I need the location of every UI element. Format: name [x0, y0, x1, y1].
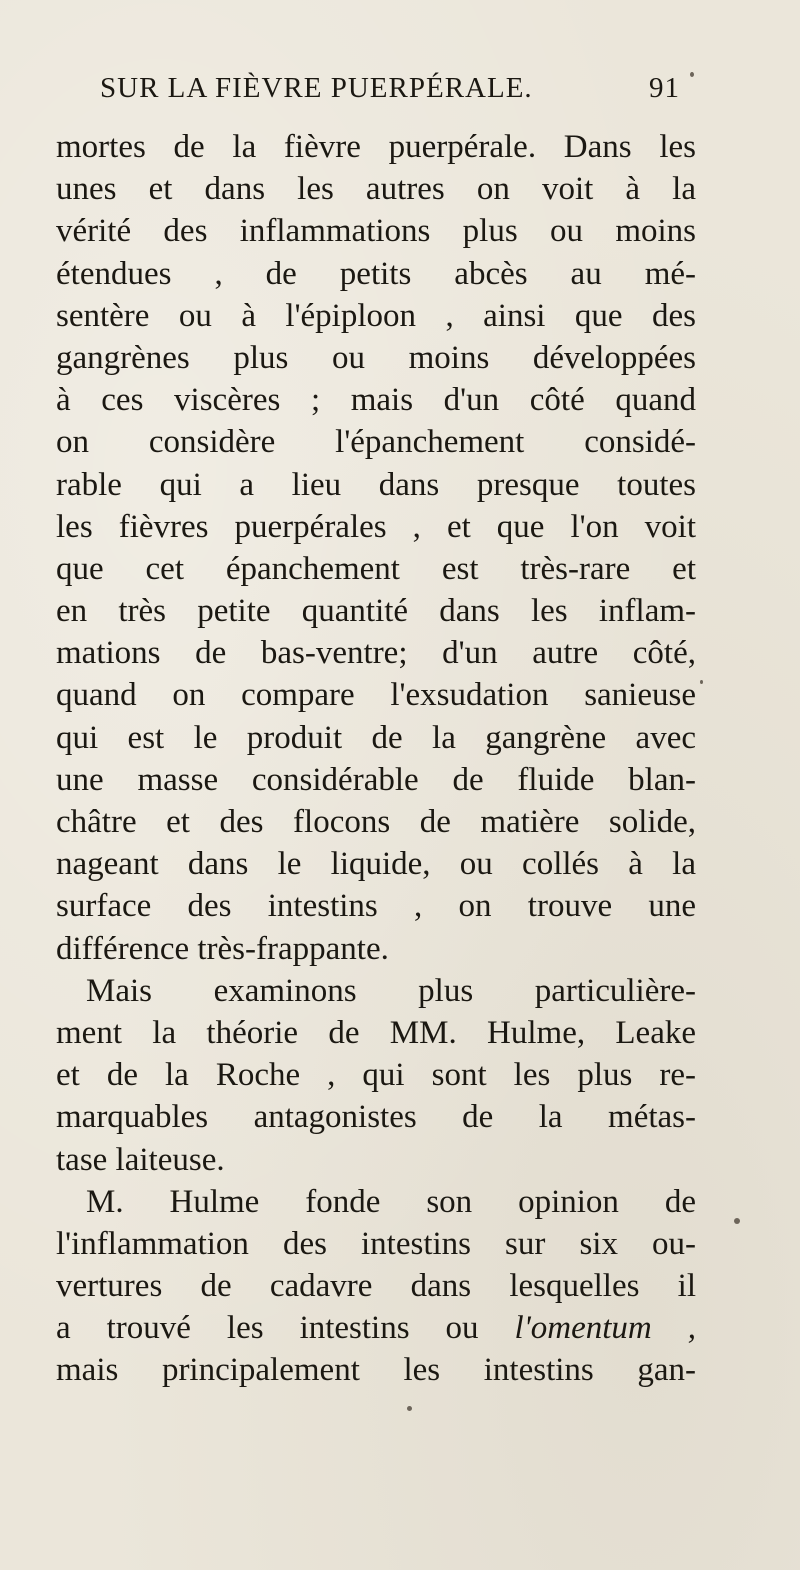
text-line: surface des intestins , on trouve une — [56, 888, 696, 925]
running-title: SUR LA FIÈVRE PUERPÉRALE. — [100, 72, 533, 104]
paragraph-start-line: M. Hulme fonde son opinion de — [86, 1183, 696, 1220]
paper-speck — [690, 72, 694, 77]
italic-term: l'omentum , — [514, 1310, 696, 1347]
running-head — [100, 72, 680, 112]
text-line: tase laiteuse. — [56, 1141, 225, 1178]
text-line: unes et dans les autres on voit à la — [56, 171, 696, 208]
text-line: sentère ou à l'épiploon , ainsi que des — [56, 297, 696, 334]
text-line: on considère l'épanchement considé- — [56, 424, 696, 461]
text-line: différence très-frappante. — [56, 930, 389, 967]
text-line: quand on compare l'exsudation sanieuse — [56, 677, 696, 714]
body-text — [56, 126, 696, 1392]
paper-speck — [734, 1218, 740, 1224]
text-line: mations de bas-ventre; d'un autre côté, — [56, 635, 696, 672]
text-line: marquables antagonistes de la métas- — [56, 1099, 696, 1136]
text-line: une masse considérable de fluide blan- — [56, 761, 696, 798]
paper-speck — [700, 680, 703, 684]
text-line: en très petite quantité dans les inflam- — [56, 593, 696, 630]
page-number: 91 — [649, 72, 680, 104]
text-line: les fièvres puerpérales , et que l'on voit — [56, 508, 696, 545]
text-line: étendues , de petits abcès au mé- — [56, 255, 696, 292]
text-line: châtre et des flocons de matière solide, — [56, 804, 696, 840]
text-line: gangrènes plus ou moins développées — [56, 339, 696, 376]
text-line: mais principalement les intestins gan- — [56, 1352, 696, 1389]
paragraph-start-line: Mais examinons plus particulière- — [86, 972, 696, 1009]
text-line: vérité des inflammations plus ou moins — [56, 213, 696, 250]
text-segment: a trouvé les intestins ou — [56, 1310, 479, 1347]
paper-speck — [407, 1406, 412, 1411]
text-line: rable qui a lieu dans presque toutes — [56, 466, 696, 503]
text-line: à ces viscères ; mais d'un côté quand — [56, 382, 696, 419]
text-line: nageant dans le liquide, ou collés à la — [56, 846, 696, 883]
text-line-with-italic — [56, 1307, 696, 1349]
text-line: l'inflammation des intestins sur six ou- — [56, 1225, 696, 1262]
text-line: et de la Roche , qui sont les plus re- — [56, 1057, 696, 1094]
text-line: que cet épanchement est très-rare et — [56, 550, 696, 587]
text-line: qui est le produit de la gangrène avec — [56, 719, 696, 756]
text-line: ment la théorie de MM. Hulme, Leake — [56, 1014, 696, 1051]
text-line: mortes de la fièvre puerpérale. Dans les — [56, 129, 696, 165]
text-line: vertures de cadavre dans lesquelles il — [56, 1268, 696, 1305]
